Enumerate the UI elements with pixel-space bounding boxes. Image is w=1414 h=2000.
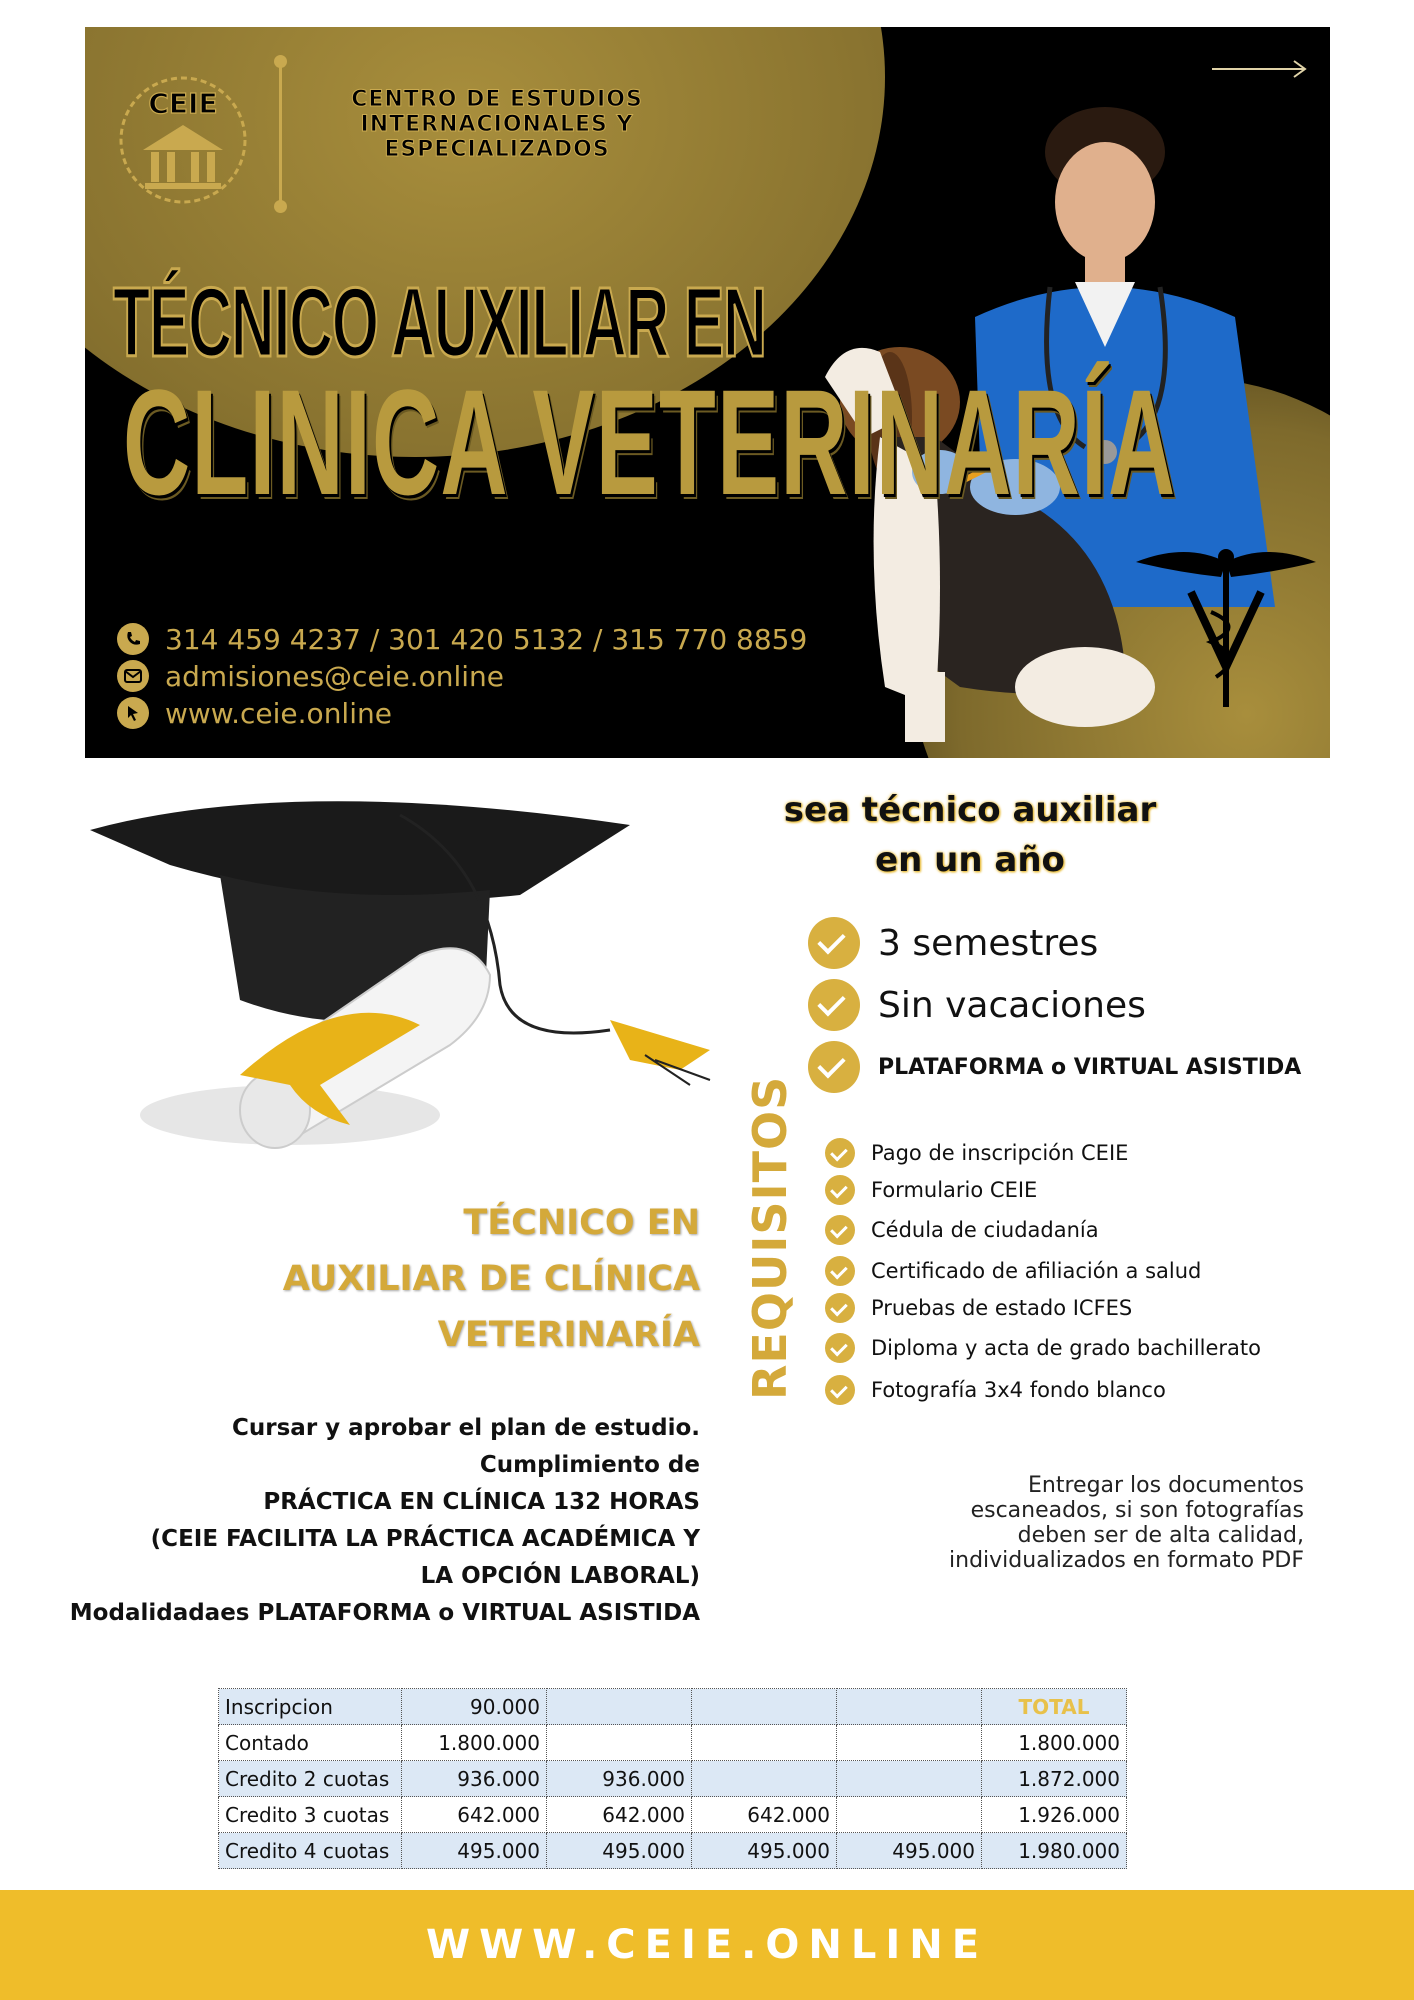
- graduation-cap-diploma-illustration: [90, 785, 810, 1175]
- table-cell: 936.000: [402, 1761, 547, 1797]
- check-icon: [808, 917, 860, 969]
- requirements-heading: REQUISITOS: [743, 1075, 797, 1400]
- requirement-item: Pruebas de estado ICFES: [825, 1293, 1132, 1323]
- contact-email: [117, 658, 504, 694]
- table-cell: 936.000: [547, 1761, 692, 1797]
- table-cell: [692, 1689, 837, 1725]
- table-cell: 495.000: [547, 1833, 692, 1869]
- check-icon: [808, 1041, 860, 1093]
- table-cell: Credito 4 cuotas: [219, 1833, 402, 1869]
- check-icon: [808, 979, 860, 1031]
- feature-item: [808, 1041, 1301, 1093]
- requirement-item: Fotografía 3x4 fondo blanco: [825, 1375, 1166, 1405]
- table-cell: 1.872.000: [982, 1761, 1127, 1797]
- total-header-cell: TOTAL: [982, 1689, 1127, 1725]
- table-cell: [692, 1725, 837, 1761]
- organization-name: CENTRO DE ESTUDIOS INTERNACIONALES Y ESPECIALIZADOS: [351, 87, 643, 162]
- feature-item: [808, 917, 1098, 969]
- check-icon: [825, 1175, 855, 1205]
- footer-bar: [0, 1890, 1414, 2000]
- table-cell: [837, 1761, 982, 1797]
- table-cell: Contado: [219, 1725, 402, 1761]
- table-cell: [692, 1761, 837, 1797]
- logo-text: CEIE: [148, 87, 218, 120]
- table-cell: [837, 1797, 982, 1833]
- feature-label: 3 semestres: [878, 922, 1099, 964]
- phone-icon: [117, 623, 149, 655]
- table-cell: 1.926.000: [982, 1797, 1127, 1833]
- price-table: [218, 1688, 1127, 1869]
- feature-label: PLATAFORMA o VIRTUAL ASISTIDA: [878, 1054, 1302, 1080]
- check-icon: [825, 1375, 855, 1405]
- program-title: TÉCNICO EN AUXILIAR DE CLÍNICA VETERINARÍA: [282, 1203, 700, 1355]
- table-cell: 495.000: [692, 1833, 837, 1869]
- requirement-item: Certificado de afiliación a salud: [825, 1256, 1201, 1286]
- table-cell: [837, 1689, 982, 1725]
- graduation-requirements: Cursar y aprobar el plan de estudio. Cumplimiento de PRÁCTICA EN CLÍNICA 132 HORAS (CEIE FACILITA LA PRÁCTICA ACADÉMICA Y LA OPCIÓN LABORAL) Modalidadaes PLATAFORMA o VIRTUAL ASISTIDA: [69, 1415, 700, 1626]
- check-icon: [825, 1138, 855, 1168]
- table-cell: Inscripcion: [219, 1689, 402, 1725]
- title-line-2: CLINICA VETERINARÍA: [123, 358, 1177, 526]
- footer-website-link[interactable]: WWW.CEIE.ONLINE: [425, 1922, 989, 1968]
- table-cell: 642.000: [692, 1797, 837, 1833]
- table-row: [219, 1725, 1127, 1761]
- cursor-icon: [117, 697, 149, 729]
- table-cell: 642.000: [547, 1797, 692, 1833]
- contact-phone: [117, 621, 807, 657]
- arrow-right-icon: [1210, 57, 1310, 81]
- mail-icon: [117, 660, 149, 692]
- requirement-item: Pago de inscripción CEIE: [825, 1138, 1128, 1168]
- ceie-logo: [103, 55, 263, 215]
- document-delivery-note: Entregar los documentos escaneados, si son fotografías deben ser de alta calidad, individualizados en formato PDF: [949, 1473, 1304, 1573]
- phone-numbers: 314 459 4237 / 301 420 5132 / 315 770 8859: [165, 622, 808, 656]
- caduceus-icon: [1126, 532, 1326, 712]
- table-cell: 1.800.000: [982, 1725, 1127, 1761]
- table-row: [219, 1797, 1127, 1833]
- table-cell: 90.000: [402, 1689, 547, 1725]
- headline: sea técnico auxiliar en un año: [783, 790, 1157, 880]
- check-icon: [825, 1293, 855, 1323]
- table-cell: Credito 3 cuotas: [219, 1797, 402, 1833]
- table-cell: [547, 1725, 692, 1761]
- table-row: [219, 1833, 1127, 1869]
- table-row: [219, 1689, 1127, 1725]
- title-line-1: TÉCNICO AUXILIAR EN: [113, 267, 766, 377]
- check-icon: [825, 1256, 855, 1286]
- check-icon: [825, 1215, 855, 1245]
- feature-item: [808, 979, 1146, 1031]
- table-row: [219, 1761, 1127, 1797]
- table-cell: [837, 1725, 982, 1761]
- promo-banner: [85, 27, 1330, 758]
- table-cell: 642.000: [402, 1797, 547, 1833]
- email-address[interactable]: admisiones@ceie.online: [165, 659, 504, 693]
- table-cell: [547, 1689, 692, 1725]
- check-icon: [825, 1333, 855, 1363]
- contact-website: [117, 695, 392, 731]
- requirement-item: Diploma y acta de grado bachillerato: [825, 1333, 1261, 1363]
- feature-label: Sin vacaciones: [878, 984, 1146, 1026]
- website-link[interactable]: www.ceie.online: [165, 696, 392, 730]
- table-cell: 495.000: [402, 1833, 547, 1869]
- table-cell: 1.980.000: [982, 1833, 1127, 1869]
- logo-divider: [279, 59, 282, 209]
- table-cell: Credito 2 cuotas: [219, 1761, 402, 1797]
- table-cell: 1.800.000: [402, 1725, 547, 1761]
- requirement-item: Cédula de ciudadanía: [825, 1215, 1099, 1245]
- table-cell: 495.000: [837, 1833, 982, 1869]
- requirement-item: Formulario CEIE: [825, 1175, 1037, 1205]
